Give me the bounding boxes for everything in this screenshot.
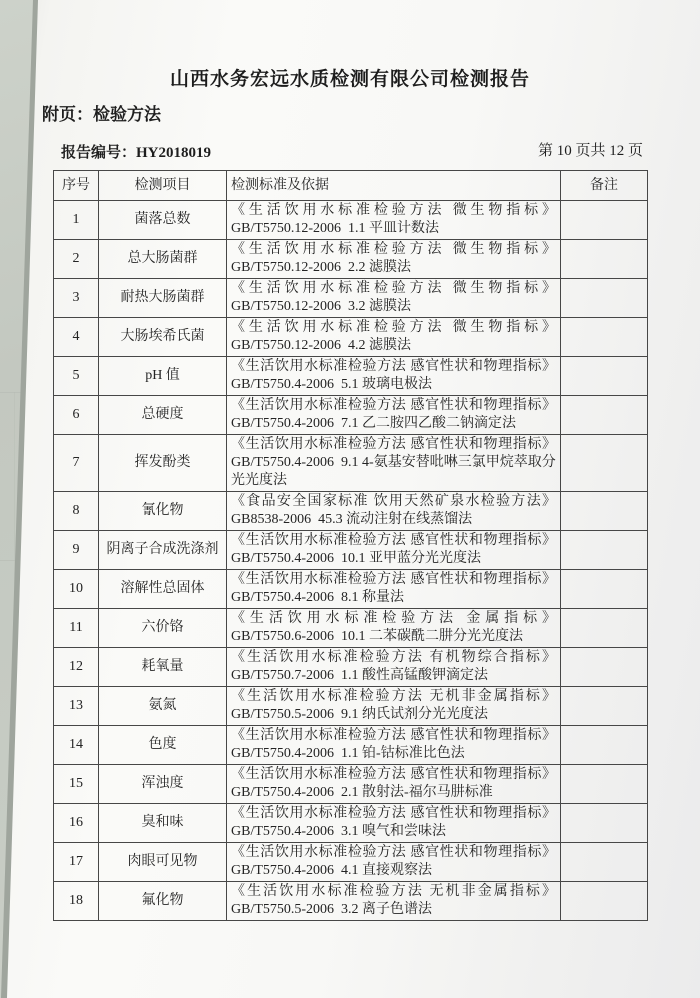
cell-remark (561, 882, 648, 921)
standard-method-line: GB/T5750.12-2006 2.2 滤膜法 (231, 260, 412, 275)
standard-title-line: 《生活饮用水标准检验方法 感官性状和物理指标》 (231, 437, 556, 452)
cell-index: 8 (54, 492, 99, 531)
cell-remark (561, 357, 648, 396)
standard-method-line: GB/T5750.4-2006 10.1 亚甲蓝分光光度法 (231, 551, 482, 566)
standard-method-line: GB/T5750.4-2006 5.1 玻璃电极法 (231, 377, 433, 392)
cell-item: 挥发酚类 (99, 435, 227, 492)
standard-title-line: 《生活饮用水标准检验方法 有机物综合指标》 (231, 650, 556, 665)
cell-standard (227, 648, 561, 687)
standard-method-line: GB/T5750.4-2006 9.1 4-氨基安替吡啉三氯甲烷萃取分光光度法 (231, 455, 556, 488)
cell-standard (227, 843, 561, 882)
cell-item: 总硬度 (99, 396, 227, 435)
cell-item: 氰化物 (99, 492, 227, 531)
page-title: 山西水务宏远水质检测有限公司检测报告 (169, 69, 530, 90)
cell-standard (227, 726, 561, 765)
cell-remark (561, 726, 648, 765)
cell-standard (227, 531, 561, 570)
cell-remark (561, 687, 648, 726)
standard-method-line: GB/T5750.5-2006 3.2 离子色谱法 (231, 902, 433, 917)
methods-table (53, 170, 648, 921)
cell-item: 菌落总数 (99, 201, 227, 240)
standard-method-line: GB/T5750.4-2006 4.1 直接观察法 (231, 863, 433, 878)
cell-standard (227, 804, 561, 843)
standard-title-line: 《生活饮用水标准检验方法 微生物指标》 (231, 320, 556, 335)
cell-standard (227, 240, 561, 279)
table-row (54, 648, 648, 687)
standard-title-line: 《生活饮用水标准检验方法 感官性状和物理指标》 (231, 359, 556, 374)
cell-index: 2 (54, 240, 99, 279)
standard-method-line: GB/T5750.12-2006 3.2 滤膜法 (231, 299, 412, 314)
standard-title-line: 《生活饮用水标准检验方法 微生物指标》 (231, 281, 556, 296)
table-row (54, 357, 648, 396)
standard-title-line: 《生活饮用水标准检验方法 感官性状和物理指标》 (231, 806, 556, 821)
table-row (54, 240, 648, 279)
cell-index: 3 (54, 279, 99, 318)
cell-index: 11 (54, 609, 99, 648)
cell-item: 六价铬 (99, 609, 227, 648)
cell-remark (561, 279, 648, 318)
cell-item: pH 值 (99, 357, 227, 396)
standard-method-line: GB/T5750.5-2006 9.1 纳氏试剂分光光度法 (231, 707, 489, 722)
cell-index: 1 (54, 201, 99, 240)
standard-title-line: 《食品安全国家标准 饮用天然矿泉水检验方法》 (231, 494, 556, 509)
table-row (54, 843, 648, 882)
standard-method-line: GB/T5750.4-2006 8.1 称量法 (231, 590, 405, 605)
standard-title-line: 《生活饮用水标准检验方法 感官性状和物理指标》 (231, 767, 556, 782)
cell-index: 12 (54, 648, 99, 687)
cell-item: 氨氮 (99, 687, 227, 726)
cell-remark (561, 531, 648, 570)
cell-standard (227, 396, 561, 435)
standard-title-line: 《生活饮用水标准检验方法 金属指标》 (231, 611, 556, 626)
cell-remark (561, 648, 648, 687)
header-standard: 检测标准及依据 (227, 171, 561, 201)
cell-item: 溶解性总固体 (99, 570, 227, 609)
cell-index: 18 (54, 882, 99, 921)
cell-remark (561, 318, 648, 357)
table-row (54, 531, 648, 570)
cell-standard (227, 435, 561, 492)
table-row (54, 492, 648, 531)
cell-remark (561, 435, 648, 492)
cell-standard (227, 318, 561, 357)
cell-item: 耗氧量 (99, 648, 227, 687)
standard-method-line: GB/T5750.4-2006 7.1 乙二胺四乙酸二钠滴定法 (231, 416, 517, 431)
page-indicator: 第 10 页共 12 页 (537, 143, 643, 159)
standard-method-line: GB/T5750.4-2006 1.1 铂-钴标准比色法 (231, 746, 465, 761)
table-row (54, 882, 648, 921)
standard-title-line: 《生活饮用水标准检验方法 感官性状和物理指标》 (231, 398, 556, 413)
standard-method-line: GB/T5750.4-2006 2.1 散射法-福尔马肼标准 (231, 785, 493, 800)
cell-item: 臭和味 (99, 804, 227, 843)
cell-item: 色度 (99, 726, 227, 765)
header-item: 检测项目 (99, 171, 227, 201)
cell-remark (561, 804, 648, 843)
cell-standard (227, 882, 561, 921)
cell-index: 16 (54, 804, 99, 843)
cell-standard (227, 687, 561, 726)
cell-item: 肉眼可见物 (99, 843, 227, 882)
cell-remark (561, 201, 648, 240)
standard-title-line: 《生活饮用水标准检验方法 感官性状和物理指标》 (231, 728, 556, 743)
cell-remark (561, 765, 648, 804)
table-row (54, 318, 648, 357)
table-row (54, 609, 648, 648)
cell-index: 10 (54, 570, 99, 609)
cell-index: 5 (54, 357, 99, 396)
cell-index: 6 (54, 396, 99, 435)
cell-index: 15 (54, 765, 99, 804)
table-row (54, 687, 648, 726)
header-index: 序号 (54, 171, 99, 201)
cell-standard (227, 201, 561, 240)
standard-title-line: 《生活饮用水标准检验方法 无机非金属指标》 (231, 689, 556, 704)
standard-method-line: GB/T5750.12-2006 1.1 平皿计数法 (231, 221, 440, 236)
cell-item: 氟化物 (99, 882, 227, 921)
table-row (54, 279, 648, 318)
standard-title-line: 《生活饮用水标准检验方法 感官性状和物理指标》 (231, 845, 556, 860)
cell-standard (227, 357, 561, 396)
cell-index: 14 (54, 726, 99, 765)
cell-index: 13 (54, 687, 99, 726)
standard-title-line: 《生活饮用水标准检验方法 感官性状和物理指标》 (231, 572, 556, 587)
cell-remark (561, 843, 648, 882)
cell-standard (227, 765, 561, 804)
standard-method-line: GB/T5750.6-2006 10.1 二苯碳酰二肼分光光度法 (231, 629, 524, 644)
table-row (54, 765, 648, 804)
cell-remark (561, 492, 648, 531)
cell-remark (561, 609, 648, 648)
cell-standard (227, 279, 561, 318)
standard-method-line: GB/T5750.7-2006 1.1 酸性高锰酸钾滴定法 (231, 668, 489, 683)
table-row (54, 570, 648, 609)
table-row (54, 726, 648, 765)
standard-title-line: 《生活饮用水标准检验方法 微生物指标》 (231, 242, 556, 257)
cell-item: 耐热大肠菌群 (99, 279, 227, 318)
report-number: 报告编号：HY2018019 (61, 145, 212, 161)
attachment-label: 附页：检验方法 (42, 105, 161, 124)
table-row (54, 201, 648, 240)
cell-item: 总大肠菌群 (99, 240, 227, 279)
standard-method-line: GB8538-2006 45.3 流动注射在线蒸馏法 (231, 512, 473, 527)
header-remark: 备注 (561, 171, 648, 201)
cell-item: 大肠埃希氏菌 (99, 318, 227, 357)
cell-remark (561, 396, 648, 435)
cell-remark (561, 240, 648, 279)
cell-item: 阴离子合成洗涤剂 (99, 531, 227, 570)
table-row (54, 804, 648, 843)
table-row (54, 396, 648, 435)
standard-title-line: 《生活饮用水标准检验方法 感官性状和物理指标》 (231, 533, 556, 548)
table-row (54, 435, 648, 492)
cell-remark (561, 570, 648, 609)
standard-method-line: GB/T5750.4-2006 3.1 嗅气和尝味法 (231, 824, 447, 839)
cell-standard (227, 492, 561, 531)
cell-index: 17 (54, 843, 99, 882)
table-header-row (54, 171, 648, 201)
standard-method-line: GB/T5750.12-2006 4.2 滤膜法 (231, 338, 412, 353)
standard-title-line: 《生活饮用水标准检验方法 微生物指标》 (231, 203, 556, 218)
cell-item: 浑浊度 (99, 765, 227, 804)
cell-index: 9 (54, 531, 99, 570)
cell-standard (227, 609, 561, 648)
cell-index: 7 (54, 435, 99, 492)
standard-title-line: 《生活饮用水标准检验方法 无机非金属指标》 (231, 884, 556, 899)
cell-index: 4 (54, 318, 99, 357)
methods-table-body (54, 201, 648, 921)
cell-standard (227, 570, 561, 609)
